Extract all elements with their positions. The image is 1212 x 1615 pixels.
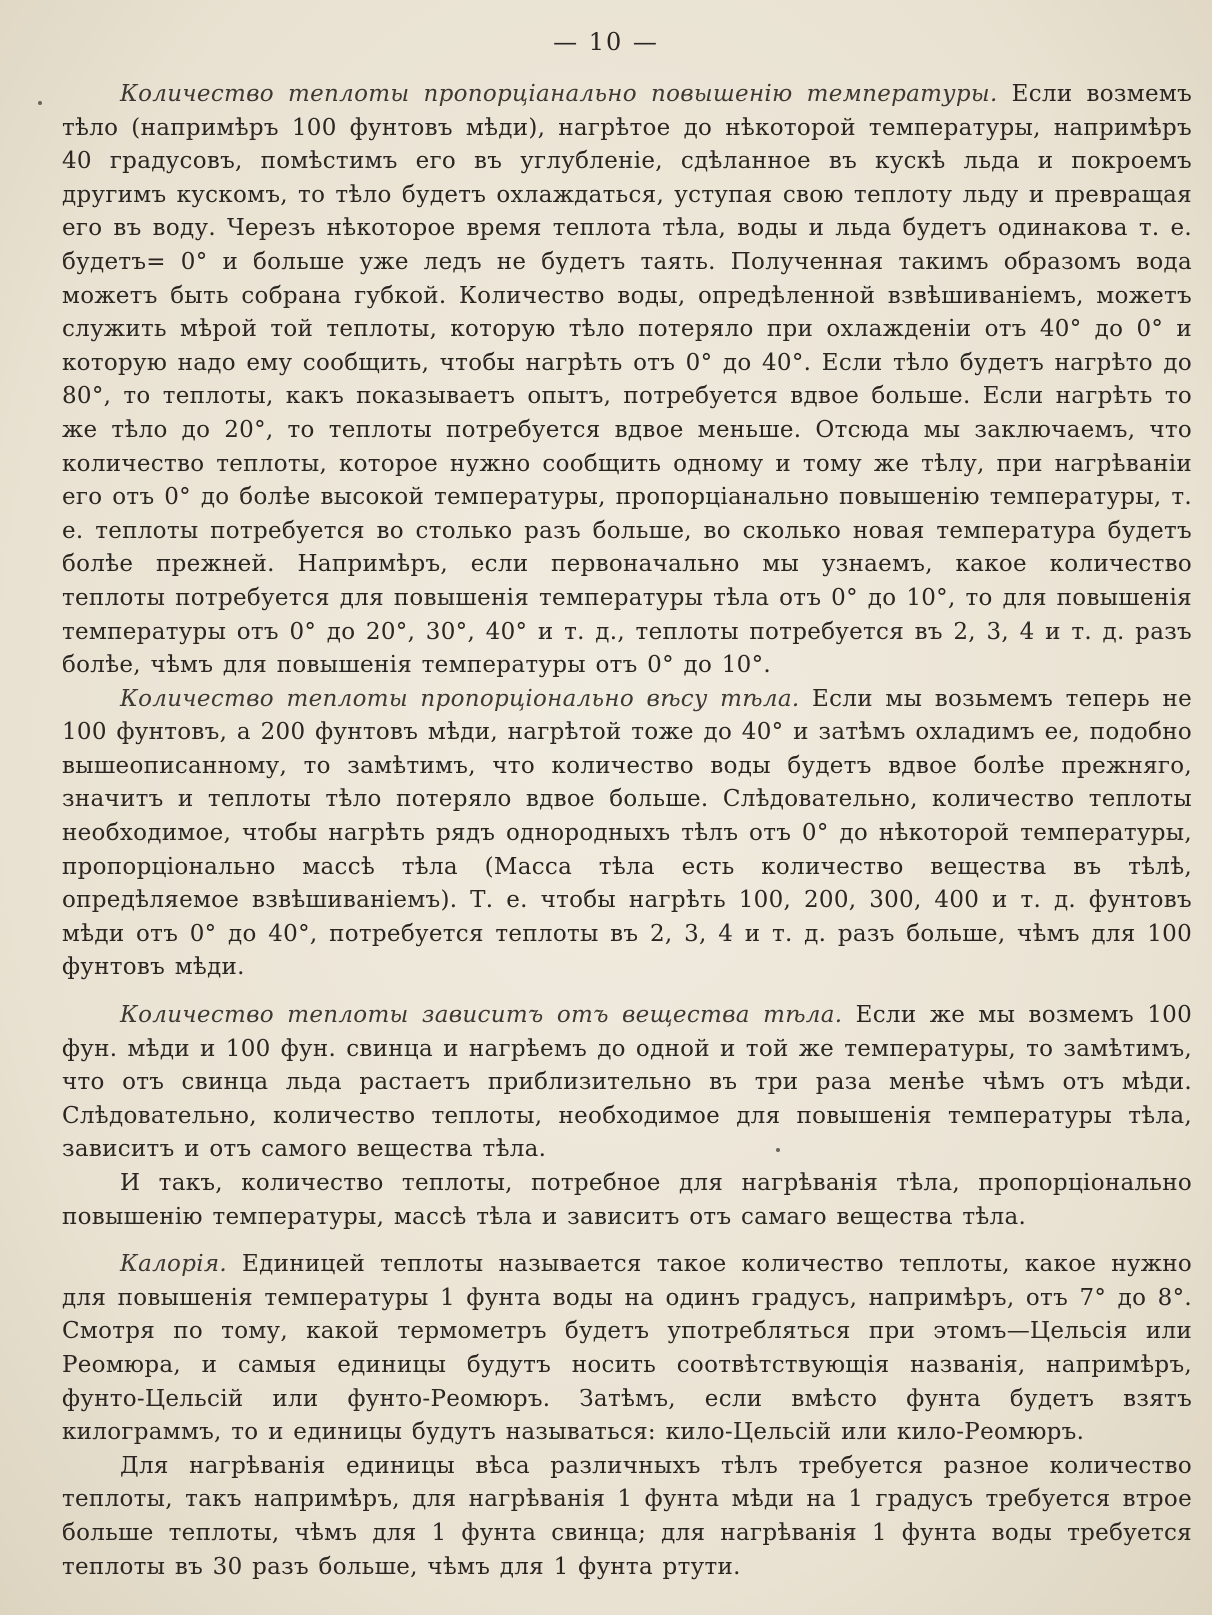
- paragraph-summary: [62, 1167, 1192, 1234]
- paragraph-calorie: [62, 1248, 1192, 1450]
- page-number: — 10 —: [553, 28, 659, 56]
- paragraph-lead: Количество теплоты пропорціонально вѣсу тѣла.: [120, 685, 800, 712]
- paragraph-lead: Количество теплоты зависитъ отъ вещества тѣла.: [120, 1002, 843, 1029]
- paragraph-heat-weight: [62, 683, 1192, 985]
- paragraph-lead: Количество теплоты пропорціанально повышенію температуры.: [120, 81, 998, 107]
- paragraph-specific-heat: [62, 1450, 1192, 1584]
- paragraph-text: Если же мы возмемъ 100 фун. мѣди и 100 фун. свинца и нагрѣемъ до одной и той же температуры, то замѣтимъ, что отъ свинца льда растаетъ приблизительно въ три раза менѣе чѣмъ отъ мѣди. Слѣдовательно, количество теплоты, необходимое для повышенія температуры тѣла, зависитъ и отъ самого вещества тѣла.: [62, 1002, 1192, 1163]
- paragraph-text: Если мы возьмемъ теперь не 100 фунтовъ, а 200 фунтовъ мѣди, нагрѣтой тоже до 40° и затѣмъ охладимъ ее, подобно вышеописанному, то замѣтимъ, что количество воды будетъ вдвое болѣе прежняго, значитъ и теплоты тѣло потеряло вдвое больше. Слѣдовательно, количество теплоты необходимое, чтобы нагрѣть рядъ однородныхъ тѣлъ отъ 0° до нѣкоторой температуры, пропорціонально массѣ тѣла (Масса тѣла есть количество вещества въ тѣлѣ, опредѣляемое взвѣшиваніемъ). Т. е. чтобы нагрѣть 100, 200, 300, 400 и т. д. фунтовъ мѣди отъ 0° до 40°, потребуется теплоты въ 2, 3, 4 и т. д. разъ больше, чѣмъ для 100 фунтовъ мѣди.: [62, 685, 1193, 981]
- paragraph-text: Единицей теплоты называется такое количество теплоты, какое нужно для повышенія температуры 1 фунта воды на одинъ градусъ, напримѣръ, отъ 7° до 8°. Смотря по тому, какой термометръ будетъ употребляться при этомъ—Цельсія или Реомюра, и самыя единицы будутъ носить соотвѣтствующія названія, напримѣръ, фунто-Цельсій или фунто-Реомюръ. Затѣмъ, если вмѣсто фунта будетъ взятъ килограммъ, то и единицы будутъ называться: кило-Цельсій или кило-Реомюръ.: [62, 1251, 1192, 1446]
- paragraph-lead: Калорія.: [120, 1251, 228, 1278]
- paragraph-text: Если возмемъ тѣло (напримѣръ 100 фунтовъ мѣди), нагрѣтое до нѣкоторой температуры, напримѣръ 40 градусовъ, помѣстимъ его въ углубленіе, сдѣланное въ кускѣ льда и покроемъ другимъ кускомъ, то тѣло будетъ охлаждаться, уступая свою теплоту льду и превращая его въ воду. Черезъ нѣкоторое время теплота тѣла, воды и льда будетъ одинакова т. е. будетъ= 0° и больше уже ледъ не будетъ таять. Полученная такимъ образомъ вода можетъ быть собрана губкой. Количество воды, опредѣленной взвѣшиваніемъ, можетъ служить мѣрой той теплоты, которую тѣло потеряло при охлажденіи отъ 40° до 0° и которую надо ему сообщить, чтобы нагрѣть отъ 0° до 40°. Если тѣло будетъ нагрѣто до 80°, то теплоты, какъ показываетъ опытъ, потребуется вдвое больше. Если нагрѣть то же тѣло до 20°, то теплоты потребуется вдвое меньше. Отсюда мы заключаемъ, что количество теплоты, которое нужно сообщить одному и тому же тѣлу, при нагрѣваніи его отъ 0° до болѣе высокой температуры, пропорціанально повышенію температуры, т. е. теплоты потребуется во столько разъ больше, во сколько новая температура будетъ болѣе прежней. Напримѣръ, если первоначально мы узнаемъ, какое количество теплоты потребуется для повышенія температуры тѣла отъ 0° до 10°, то для повышенія температуры отъ 0° до 20°, 30°, 40° и т. д., теплоты потребуется въ 2, 3, 4 и т. д. разъ болѣе, чѣмъ для повышенія температуры отъ 0° до 10°.: [62, 81, 1193, 679]
- paragraph-text: И такъ, количество теплоты, потребное для нагрѣванія тѣла, пропорціонально повышенію температуры, массѣ тѣла и зависитъ отъ самаго вещества тѣла.: [62, 1170, 1192, 1230]
- paragraph-text: Для нагрѣванія единицы вѣса различныхъ тѣлъ требуется разное количество теплоты, такъ напримѣръ, для нагрѣванія 1 фунта мѣди на 1 градусъ требуется втрое больше теплоты, чѣмъ для 1 фунта свинца; для нагрѣванія 1 фунта воды требуется теплоты въ 30 разъ больше, чѣмъ для 1 фунта ртути.: [62, 1452, 1192, 1580]
- paragraph-heat-substance: [62, 999, 1192, 1167]
- paragraph-heat-temperature: [62, 78, 1192, 683]
- print-speck-mark: [38, 101, 42, 105]
- print-speck-mark: [776, 1148, 780, 1152]
- page-body: [62, 78, 1192, 1584]
